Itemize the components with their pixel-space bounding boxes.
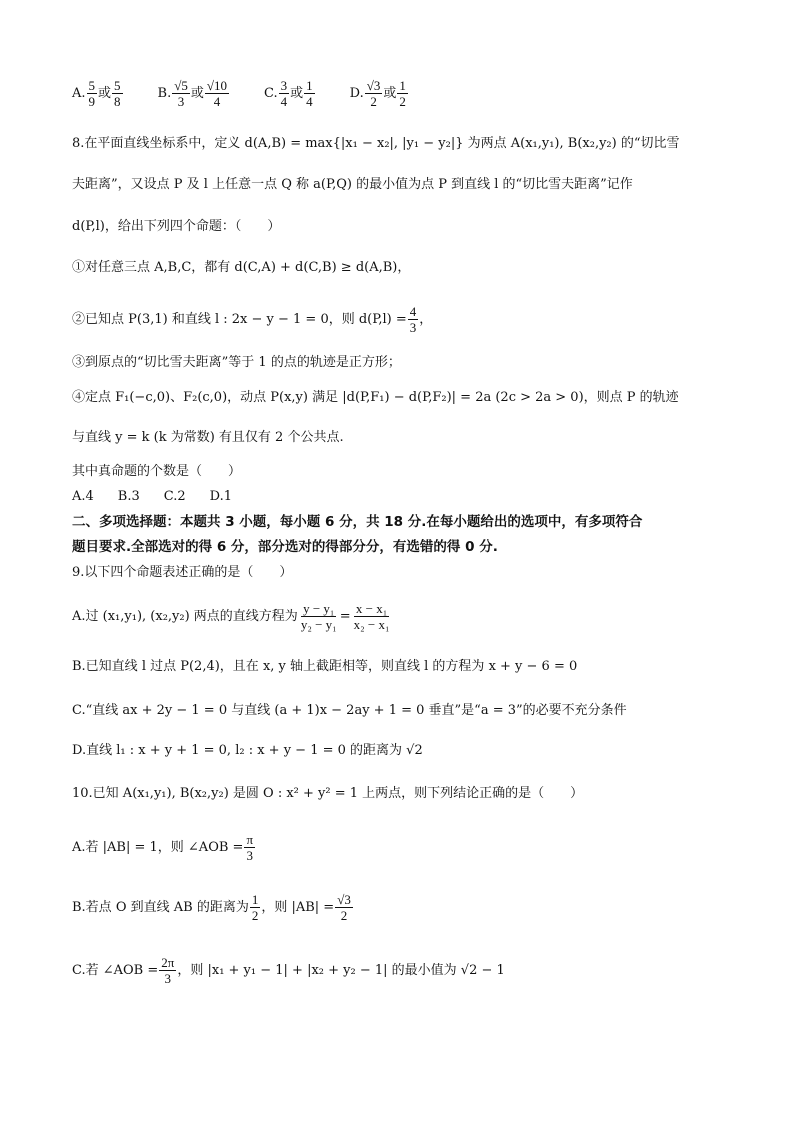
fraction: $\frac{5}{9}$ [88,78,96,109]
q9-option-b: B.已知直线 l 过点 P(2,4)，且在 x, y 轴上截距相等，则直线 l 的方程为 x + y − 6 = 0 [72,659,578,674]
q9-stem: 9.以下四个命题表述正确的是（ ） [72,565,293,580]
q8-stem-line3: d(P,l)，给出下列四个命题：（ ） [72,219,281,234]
q8-question: 其中真命题的个数是（ ） [72,464,242,479]
fraction: $\frac{√3}{2}$ [366,78,381,109]
q7-option-b: B. $\frac{√5}{3}$ 或 $\frac{√10}{4}$ [157,78,228,109]
q8-stem-line1: 8.在平面直线坐标系中，定义 d(A,B) = max{|x₁ − x₂|, |y₁ − y₂|} 为两点 A(x₁,y₁), B(x₂,y₂) 的“切比雪 [72,136,680,151]
q7-options-row [72,78,726,109]
q9-option-d: D.直线 l₁ : x + y + 1 = 0, l₂ : x + y − 1 = 0 的距离为 √2 [72,743,423,758]
fraction: $\frac{√3}{2}$ [337,892,351,923]
q8-option-c: C.2 [163,489,186,504]
fraction: $\frac{2\pi}{3}$ [161,955,175,986]
fraction: $\frac{3}{4}$ [280,78,288,109]
q9-option-c: C.“直线 ax + 2y − 1 = 0 与直线 (a + 1)x − 2ay + 1 = 0 垂直”是“a = 3”的必要不充分条件 [72,703,627,718]
q10-option-a: A.若 |AB| = 1，则 ∠AOB = $\frac{\pi}{3}$ [72,832,254,863]
q7-option-a: A. $\frac{5}{9}$ 或 $\frac{5}{8}$ [72,78,121,109]
q7-option-c: C. $\frac{3}{4}$ 或 $\frac{1}{4}$ [264,78,313,109]
q8-option-a: A.4 [72,489,94,504]
fraction: $\frac{√10}{4}$ [206,78,228,109]
q9-option-a: A.过 (x₁,y₁), (x₂,y₂) 两点的直线方程为 $\frac{\text{y − y₁}}{\text{y₂ − y₁}}$ = $\frac{\text{x − x₁}}{\text{x₂ − x₁}}$ [72,601,390,632]
fraction: $\frac{4}{3}$ [409,304,417,335]
option-label: B. [157,86,172,101]
q7-option-d: D. $\frac{√3}{2}$ 或 $\frac{1}{2}$ [349,78,406,109]
fraction: $\frac{√5}{3}$ [174,78,188,109]
q8-proposition-2: ②已知点 P(3,1) 和直线 l : 2x − y − 1 = 0，则 d(P,l) = $\frac{4}{3}$ ， [72,304,433,335]
q8-stem-line2: 夫距离”，又设点 P 及 l 上任意一点 Q 称 a(P,Q) 的最小值为点 P 到直线 l 的“切比雪夫距离”记作 [72,177,633,192]
q8-proposition-3: ③到原点的“切比雪夫距离”等于 1 的点的轨迹是正方形； [72,355,401,370]
fraction: $\frac{1}{2}$ [251,892,259,923]
q10-option-c: C.若 ∠AOB = $\frac{2\pi}{3}$ ，则 |x₁ + y₁ − 1| + |x₂ + y₂ − 1| 的最小值为 √2 − 1 [72,955,505,986]
option-label: D. [349,86,364,101]
q8-options [72,488,726,506]
section-heading-line1: 二、多项选择题：本题共 3 小题，每小题 6 分，共 18 分.在每小题给出的选项中，有多项符合 [72,514,643,530]
q10-stem: 10.已知 A(x₁,y₁), B(x₂,y₂) 是圆 O : x² + y² = 1 上两点，则下列结论正确的是（ ） [72,786,584,801]
fraction: $\frac{5}{8}$ [114,78,121,109]
fraction: $\frac{1}{2}$ [399,78,406,109]
fraction: $\frac{\pi}{3}$ [246,832,254,863]
fraction: $\frac{1}{4}$ [306,78,313,109]
q8-proposition-1: ①对任意三点 A,B,C，都有 d(C,A) + d(C,B) ≥ d(A,B)， [72,260,411,275]
section-heading-line2: 题目要求.全部选对的得 6 分，部分选对的得部分分，有选错的得 0 分. [72,539,498,555]
option-label: A. [72,86,86,101]
q8-proposition-4-cont: 与直线 y = k (k 为常数) 有且仅有 2 个公共点. [72,430,344,445]
q8-option-d: D.1 [209,489,233,504]
q10-option-b: B.若点 O 到直线 AB 的距离为 $\frac{1}{2}$ ，则 |AB| = $\frac{√3}{2}$ [72,892,351,923]
fraction: $\frac{\text{y − y₁}}{\text{y₂ − y₁}}$ [300,601,337,632]
q8-option-b: B.3 [117,489,140,504]
option-label: C. [264,86,278,101]
q8-proposition-4: ④定点 F₁(−c,0)、F₂(c,0)，动点 P(x,y) 满足 |d(P,F₁) − d(P,F₂)| = 2a (2c > 2a > 0)，则点 P 的轨迹 [72,390,679,405]
fraction: $\frac{\text{x − x₁}}{\text{x₂ − x₁}}$ [353,601,390,632]
